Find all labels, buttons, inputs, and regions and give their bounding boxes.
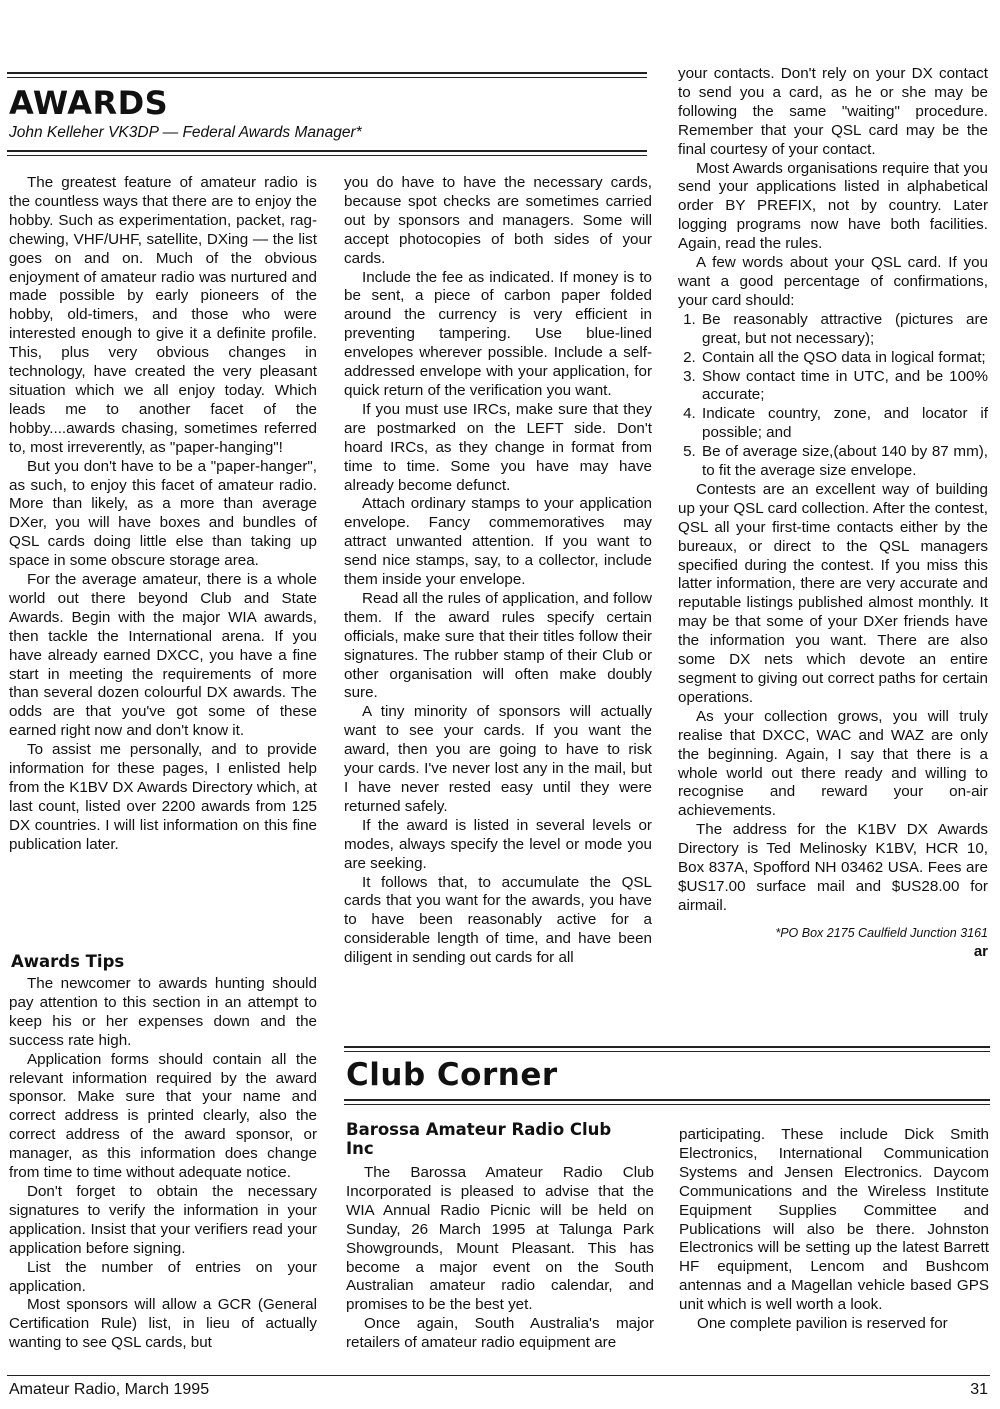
awards-column-2 — [344, 174, 652, 968]
paragraph: If you must use IRCs, make sure that they are postmarked on the LEFT side. Don't hoard IRCs, as they change in format from time to time. Some you have may have already become defunct. — [344, 400, 652, 494]
awards-column-1b — [9, 975, 317, 1353]
paragraph: Don't forget to obtain the necessary signatures to verify the information in your application. Insist that your verifiers read your application before signing. — [9, 1182, 317, 1257]
header-rule-top — [7, 72, 647, 74]
club-rule-top-2 — [344, 1051, 990, 1052]
paragraph: A tiny minority of sponsors will actually want to see your cards. If you want the award, then you are going to have to risk your cards. I've never lost any in the mail, but I have never rested easy until they were returned safely. — [344, 703, 652, 815]
paragraph: But you don't have to be a "paper-hanger", as such, to enjoy this facet of amateur radio. More than likely, as a more than average DXer, you will have boxes and bundles of QSL cards doing little else than taking up space in some obscure storage area. — [9, 457, 317, 570]
paragraph: List the number of entries on your application. — [9, 1258, 317, 1295]
paragraph: Application forms should contain all the relevant information required by the award sponsor. Make sure that your name and correct address is printed clearly, also the correct address of the award sponsor, or manager, as this information does change from time to time without adequate notice. — [9, 1050, 317, 1182]
paragraph: The greatest feature of amateur radio is the countless ways that there are to enjoy the hobby. Such as experimentation, packet, rag-chewing, VHF/UHF, satellite, DXing — the list goes on and on. Much of the obvious enjoyment of amateur radio was nurtured and made possible by early pioneers of the hobby, old-timers, and those who were interested enough to give it a definite profile. This, plus very obvious changes in technology, have created the very pleasant situation which we all enjoy today. Which leads me to another facet of the hobby....awards chasing, sometimes referred to, most irreverently, as "paper-hanging"! — [9, 174, 317, 456]
footer-rule — [7, 1375, 990, 1376]
paragraph: Most Awards organisations require that you send your applications listed in alphabetical order BY PREFIX, not by country. Later logging programs now have both facilities. Again, read the rules. — [678, 159, 988, 253]
paragraph: Read all the rules of application, and follow them. If the award rules specify certain officials, make sure that their titles follow their signatures. The rubber stamp of their Club or other organisation will often make doubly sure. — [344, 589, 652, 702]
paragraph: One complete pavilion is reserved for — [697, 1315, 948, 1333]
paragraph: As your collection grows, you will truly realise that DXCC, WAC and WAZ are only the beginning. Again, I say that there is a whole world out there ready and willing to recognise and reward your on-air achievements. — [678, 707, 988, 820]
paragraph: For the average amateur, there is a whole world out there beyond Club and State Awards. Begin with the major WIA awards, then tackle the International arena. If you have already earned DXCC, you have a fine start in meeting the requirements of more than several dozen colourful DX awards. The odds are that you've got some of these earned right now and don't know it. — [9, 571, 317, 740]
club-column-2 — [346, 1164, 654, 1353]
paragraph: A few words about your QSL card. If you want a good percentage of confirmations, your card should: — [678, 254, 988, 309]
footer-publication: Amateur Radio, March 1995 — [9, 1381, 210, 1398]
header-rule-bottom-2 — [7, 155, 647, 156]
paragraph: Attach ordinary stamps to your application envelope. Fancy commemoratives may attract unwanted attention. If you want to send nice stamps, say, to a collector, include them inside your envelope. — [344, 495, 652, 589]
list-item: 4. Indicate country, zone, and locator if possible; and — [700, 405, 988, 443]
paragraph: Most sponsors will allow a GCR (General Certification Rule) list, in lieu of actually wanting to see QSL cards, but — [9, 1296, 317, 1352]
paragraph: It follows that, to accumulate the QSL cards that you want for the awards, you have to have been reasonably active for a considerable length of time, and have been diligent in sending out cards for all — [344, 873, 652, 967]
paragraph: Contests are an excellent way of building up your QSL card collection. After the contest, QSL all your first-time contacts either by the bureaux, or direct to the QSL managers specified during the contest. If you miss this latter information, there are very accurate and reputable listings published almost monthly. It may be that some of your DXer friends have the information you want. There are also some DX nets which devote an entire segment to giving out correct paths for certain operations. — [678, 480, 988, 706]
awards-tips-heading: Awards Tips — [11, 952, 125, 971]
paragraph: To assist me personally, and to provide information for these pages, I enlisted help from the K1BV DX Awards Directory which, at last count, listed over 2200 awards from 125 DX countries. I will list information on this fine publication later. — [9, 741, 317, 853]
barossa-club-heading: Barossa Amateur Radio Club Inc — [346, 1120, 612, 1158]
awards-byline: John Kelleher VK3DP — Federal Awards Manager* — [9, 124, 362, 141]
club-corner-title: Club Corner — [346, 1057, 558, 1093]
paragraph: you do have to have the necessary cards, because spot checks are sometimes carried out by sponsors and managers. Some will accept photocopies of both sides of your cards. — [344, 174, 652, 267]
header-rule-bottom — [7, 150, 647, 152]
list-item: 3. Show contact time in UTC, and be 100% accurate; — [700, 368, 988, 406]
page-number: 31 — [970, 1381, 988, 1398]
awards-column-1 — [9, 174, 317, 855]
paragraph: If the award is listed in several levels or modes, always specify the level or mode you are seeking. — [344, 816, 652, 872]
qsl-requirements-list — [678, 311, 988, 481]
paragraph: participating. These include Dick Smith Electronics, International Communication Systems and Jensen Electronics. Daycom Communications and the Wireless Institute Equipment Supplies Committee and Publications will also be there. Johnston Electronics will be setting up the latest Barrett HF equipment, Lencom and Bushcom antennas and a Magellan vehicle based GPS unit which is well worth a look. — [679, 1126, 989, 1314]
paragraph: Once again, South Australia's major retailers of amateur radio equipment are — [346, 1315, 654, 1352]
list-item: 2. Contain all the QSO data in logical format; — [700, 349, 988, 368]
paragraph: Include the fee as indicated. If money is to be sent, a piece of carbon paper folded around the currency is very efficient in preventing tampering. Use blue-lined envelopes wherever possible. Include a self-addressed envelope with your application, for quick return of the verification you want. — [344, 268, 652, 399]
author-address-footnote: *PO Box 2175 Caulfield Junction 3161 — [775, 925, 988, 940]
awards-title: AWARDS — [9, 84, 169, 122]
paragraph: your contacts. Don't rely on your DX contact to send you a card, as he or she may be following the same "waiting" procedure. Remember that your QSL card may be the final courtesy of your contact. — [678, 65, 988, 158]
awards-column-3 — [678, 65, 988, 962]
paragraph: The Barossa Amateur Radio Club Incorporated is pleased to advise that the WIA Annual Radio Picnic will be held on Sunday, 26 March 1995 at Talunga Park Showgrounds, Mount Pleasant. This has become a major event on the South Australian amateur radio calendar, and promises to be the best yet. — [346, 1164, 654, 1314]
club-rule-bottom — [344, 1099, 990, 1101]
list-item: 5. Be of average size,(about 140 by 87 mm), to fit the average size envelope. — [700, 443, 988, 481]
paragraph: The address for the K1BV DX Awards Directory is Ted Melinosky K1BV, HCR 10, Box 837A, Spofford NH 03462 USA. Fees are $US17.00 surface mail and $US28.00 for airmail. — [678, 821, 988, 914]
list-item: 1. Be reasonably attractive (pictures are great, but not necessary); — [700, 311, 988, 349]
club-rule-bottom-2 — [344, 1104, 990, 1105]
paragraph: The newcomer to awards hunting should pay attention to this section in an attempt to keep his or her expenses down and the success rate high. — [9, 975, 317, 1049]
club-rule-top — [344, 1046, 990, 1048]
header-rule-top-2 — [7, 77, 647, 78]
end-mark: ar — [973, 942, 988, 960]
club-column-3 — [679, 1126, 989, 1334]
